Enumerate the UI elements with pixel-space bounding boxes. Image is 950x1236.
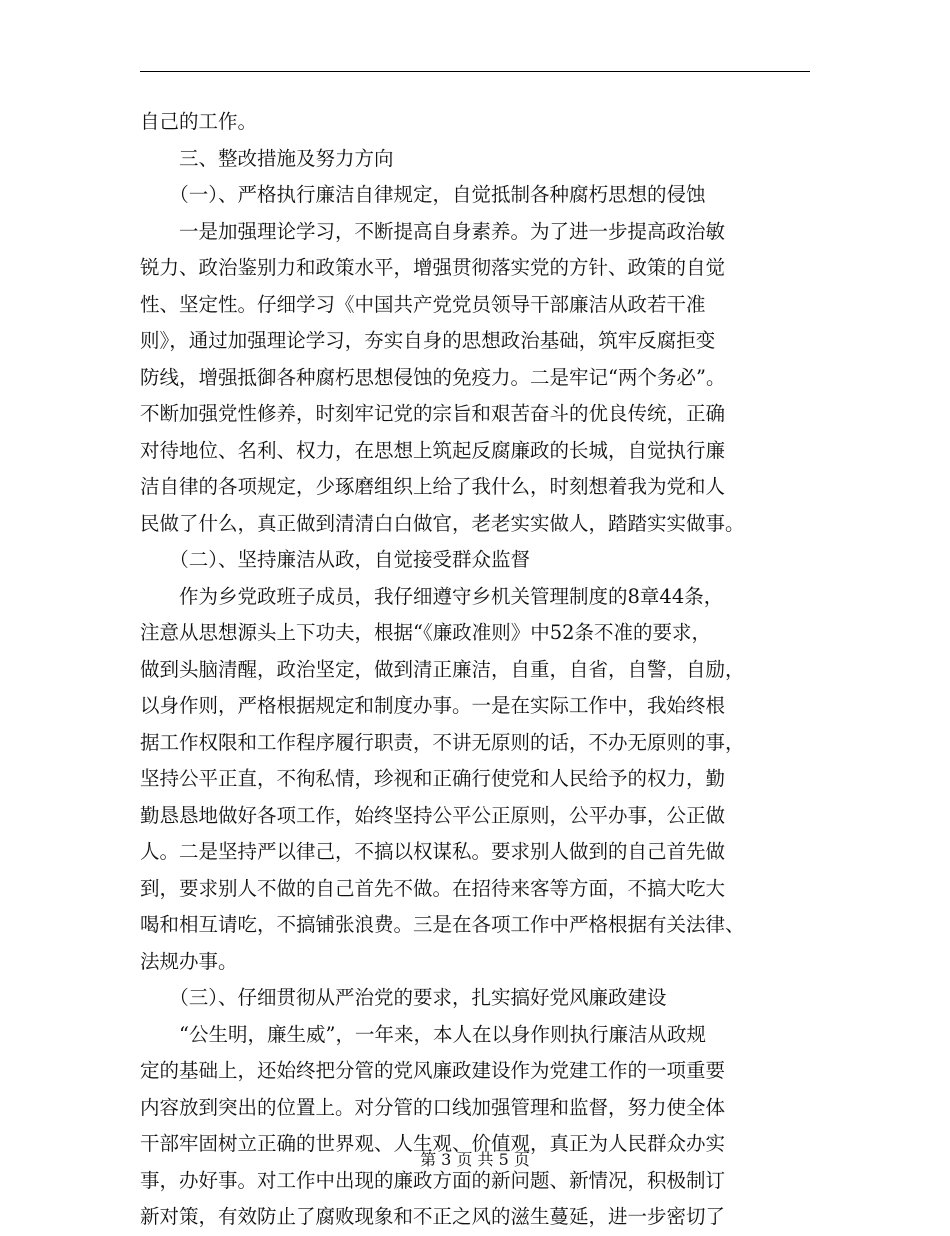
text-line: 新对策，有效防止了腐败现象和不正之风的滋生蔓延，进一步密切了 [140,1205,726,1228]
text-line: 洁自律的各项规定，少琢磨组织上给了我什么，时刻想着我为党和人 [140,475,726,498]
text-line: 事，办好事。对工作中出现的廉政方面的新问题、新情况，积极制订 [140,1168,726,1192]
text-line: 喝和相互请吃，不搞铺张浪费。三是在各项工作中严格根据有关法律、 [140,913,745,936]
text-line: 自己的工作。 [140,110,258,133]
subsection-heading: （二）、坚持廉洁从政，自觉接受群众监督 [140,548,531,571]
text-line: 锐力、政治鉴别力和政策水平，增强贯彻落实党的方针、政策的自觉 [140,256,726,279]
text-line: 不断加强党性修养，时刻牢记党的宗旨和艰苦奋斗的优良传统，正确 [140,402,726,425]
text-line: 法规办事。 [140,949,238,973]
text-line: 一是加强理论学习，不断提高自身素养。为了进一步提高政治敏 [140,219,726,243]
document-body [140,104,810,1236]
text-line: 性、坚定性。仔细学习《中国共产党党员领导干部廉洁从政若干准 [140,292,706,316]
page-number: 第 3 页 共 5 页 [420,1150,530,1169]
text-line: 防线，增强抵御各种腐朽思想侵蚀的免疫力。二是牢记“两个务必”。 [140,365,726,389]
section-heading: 三、整改措施及努力方向 [140,146,394,170]
text-line: 作为乡党政班子成员，我仔细遵守乡机关管理制度的8章44条， [140,584,724,608]
text-line: 勤恳恳地做好各项工作，始终坚持公平公正原则，公平办事，公正做 [140,803,726,827]
subsection-heading: （三）、仔细贯彻从严治党的要求，扎实搞好党风廉政建设 [140,986,667,1009]
text-line: 则》，通过加强理论学习，夯实自身的思想政治基础，筑牢反腐拒变 [140,329,716,352]
text-line: 注意从思想源头上下功夫，根据“《廉政准则》中52条不准的要求， [140,621,712,644]
text-line: 做到头脑清醒，政治坚定，做到清正廉洁，自重，自省，自警，自励， [140,657,745,681]
text-line: 以身作则，严格根据规定和制度办事。一是在实际工作中，我始终根 [140,694,726,717]
text-line: 坚持公平正直，不徇私情，珍视和正确行使党和人民给予的权力，勤 [140,767,726,790]
text-line: 人。二是坚持严以律己，不搞以权谋私。要求别人做到的自己首先做 [140,840,726,863]
text-line: 据工作权限和工作程序履行职责，不讲无原则的话，不办无原则的事， [140,730,745,754]
text-line: “公生明，廉生威”，一年来，本人在以身作则执行廉洁从政规 [140,1022,706,1046]
text-line: 干部牢固树立正确的世界观、人生观、价值观，真正为人民群众办实 [140,1132,726,1155]
text-line: 对待地位、名利、权力，在思想上筑起反腐廉政的长城，自觉执行廉 [140,438,726,462]
text-line: 定的基础上，还始终把分管的党风廉政建设作为党建工作的一项重要 [140,1059,726,1082]
text-line: 内容放到突出的位置上。对分管的口线加强管理和监督，努力使全体 [140,1095,726,1119]
header-rule [140,71,810,72]
subsection-heading: （一）、严格执行廉洁自律规定，自觉抵制各种腐朽思想的侵蚀 [140,183,706,206]
text-line: 到，要求别人不做的自己首先不做。在招待来客等方面，不搞大吃大 [140,876,726,900]
text-line: 民做了什么，真正做到清清白白做官，老老实实做人，踏踏实实做事。 [140,511,745,535]
